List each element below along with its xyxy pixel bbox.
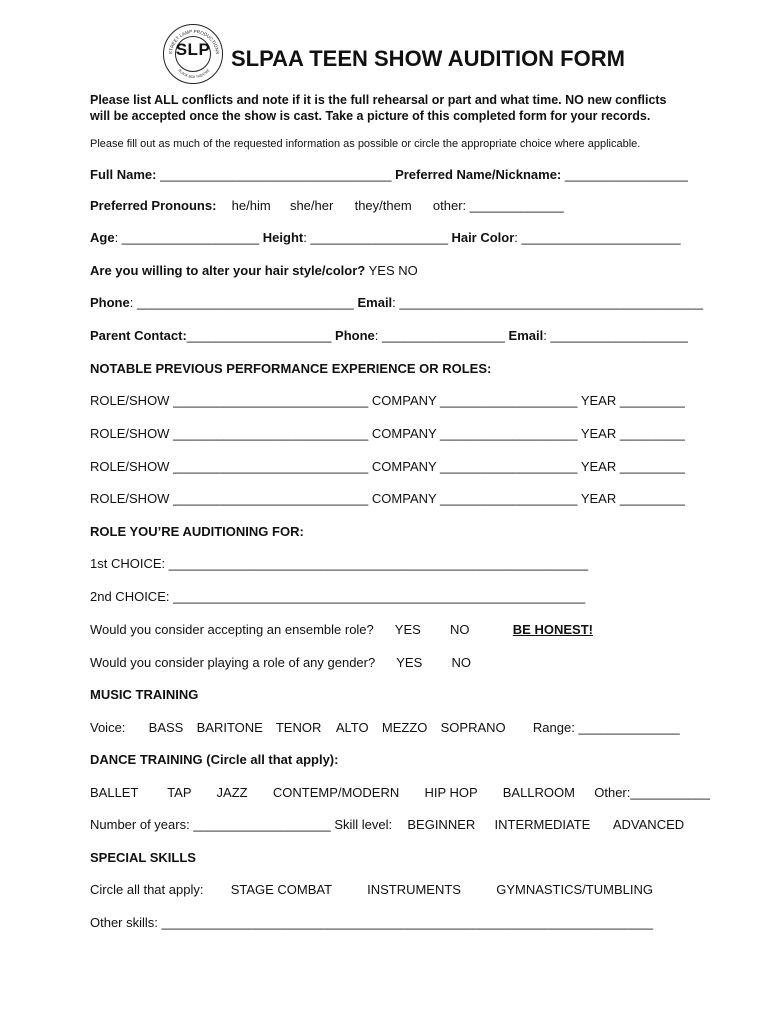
age-label: Age [90, 230, 115, 245]
ensemble-row [90, 622, 593, 637]
gender-yes[interactable]: YES [396, 655, 423, 670]
skill-option[interactable]: INTERMEDIATE [494, 817, 591, 832]
voice-option[interactable]: MEZZO [381, 720, 428, 735]
phone-email-row [90, 295, 703, 310]
age-field[interactable]: : ___________________ [114, 230, 260, 245]
gender-no[interactable]: NO [451, 655, 472, 670]
form-title: SLPAA TEEN SHOW AUDITION FORM [231, 46, 625, 71]
pronouns-row [90, 198, 564, 213]
phone-label: Phone [90, 295, 130, 310]
dance-option[interactable]: BALLET [90, 785, 139, 800]
slp-logo [163, 24, 223, 84]
skill-option-gymnastics[interactable]: GYMNASTICS/TUMBLING [496, 882, 653, 897]
pronoun-option-she[interactable]: she/her [289, 198, 334, 213]
skill-option[interactable]: BEGINNER [407, 817, 476, 832]
full-name-label: Full Name: [90, 167, 157, 182]
hair-color-field[interactable]: : ______________________ [514, 230, 681, 245]
instructions-note: Please fill out as much of the requested information as possible or circle the appropriate choice where applicable. [90, 138, 641, 150]
nickname-label: Preferred Name/Nickname: [395, 167, 562, 182]
email-label: Email [357, 295, 393, 310]
experience-row [90, 426, 685, 441]
experience-row [90, 393, 685, 408]
skill-option-instruments[interactable]: INSTRUMENTS [367, 882, 461, 897]
experience-heading: NOTABLE PREVIOUS PERFORMANCE EXPERIENCE OR ROLES: [90, 361, 492, 376]
voice-option[interactable]: ALTO [335, 720, 369, 735]
years-field[interactable]: Number of years: ___________________ [90, 817, 331, 832]
intro-line-2: will be accepted once the show is cast. Take a picture of this completed form for your records. [90, 109, 651, 123]
hair-color-label: Hair Color [451, 230, 515, 245]
parent-contact-field[interactable]: ____________________ [186, 328, 332, 343]
year-field[interactable]: YEAR _________ [580, 393, 685, 408]
gender-row [90, 655, 471, 670]
gender-question: Would you consider playing a role of any gender? [90, 655, 376, 670]
email-field[interactable]: : __________________________________________ [392, 295, 704, 310]
skill-option[interactable]: ADVANCED [612, 817, 685, 832]
music-heading: MUSIC TRAINING [90, 687, 199, 702]
full-name-row [90, 167, 688, 182]
dance-option[interactable]: TAP [167, 785, 192, 800]
full-name-field[interactable]: ________________________________ [160, 167, 392, 182]
voice-option[interactable]: TENOR [275, 720, 322, 735]
phone-field[interactable]: : ______________________________ [129, 295, 354, 310]
role-show-field[interactable]: ROLE/SHOW ___________________________ [90, 426, 369, 441]
hair-alter-no[interactable]: NO [398, 263, 418, 278]
pronoun-other-field[interactable]: other: _____________ [432, 198, 564, 213]
intro-paragraph [90, 92, 667, 124]
role-show-field[interactable]: ROLE/SHOW ___________________________ [90, 491, 369, 506]
pronoun-option-he[interactable]: he/him [231, 198, 271, 213]
dance-option[interactable]: BALLROOM [502, 785, 575, 800]
parent-email-label: Email [508, 328, 544, 343]
pronouns-label: Preferred Pronouns: [90, 198, 217, 213]
parent-phone-field[interactable]: : _________________ [374, 328, 505, 343]
company-field[interactable]: COMPANY ___________________ [371, 393, 578, 408]
hair-alter-yes[interactable]: YES [368, 263, 395, 278]
dance-option[interactable]: CONTEMP/MODERN [272, 785, 400, 800]
parent-contact-label: Parent Contact: [90, 328, 187, 343]
logo-text: SLP [175, 40, 211, 59]
nickname-field[interactable]: _________________ [564, 167, 688, 182]
second-choice-field[interactable]: 2nd CHOICE: _________________________________________________________ [90, 589, 586, 604]
dance-option[interactable]: HIP HOP [424, 785, 478, 800]
parent-phone-label: Phone [335, 328, 375, 343]
experience-row [90, 491, 685, 506]
year-field[interactable]: YEAR _________ [580, 426, 685, 441]
first-choice-field[interactable]: 1st CHOICE: __________________________________________________________ [90, 556, 589, 571]
voice-label: Voice: [90, 720, 126, 735]
hair-alter-question: Are you willing to alter your hair style/color? [90, 263, 366, 278]
voice-option[interactable]: BARITONE [196, 720, 263, 735]
role-show-field[interactable]: ROLE/SHOW ___________________________ [90, 459, 369, 474]
special-skills-row [90, 882, 653, 897]
height-field[interactable]: : ___________________ [303, 230, 448, 245]
role-show-field[interactable]: ROLE/SHOW ___________________________ [90, 393, 369, 408]
company-field[interactable]: COMPANY ___________________ [371, 459, 578, 474]
ensemble-no[interactable]: NO [450, 622, 470, 637]
role-heading: ROLE YOU’RE AUDITIONING FOR: [90, 524, 304, 539]
other-skills-field[interactable]: Other skills: ____________________________________________________________________ [90, 915, 654, 930]
ensemble-yes[interactable]: YES [394, 622, 421, 637]
dance-styles-row [90, 785, 710, 800]
dance-option[interactable]: JAZZ [216, 785, 248, 800]
voice-option[interactable]: SOPRANO [440, 720, 506, 735]
be-honest-note: BE HONEST! [512, 622, 593, 637]
hair-alter-row [90, 263, 418, 278]
pronoun-option-they[interactable]: they/them [354, 198, 412, 213]
skills-heading: SPECIAL SKILLS [90, 850, 196, 865]
voice-option[interactable]: BASS [148, 720, 184, 735]
parent-contact-row [90, 328, 688, 343]
height-label: Height [262, 230, 304, 245]
dance-other-field[interactable]: Other:___________ [594, 785, 710, 800]
range-field[interactable]: Range: ______________ [532, 720, 680, 735]
logo-ring-top: STREET LAMP PRODUCTIONS [167, 28, 221, 55]
circle-label: Circle all that apply: [90, 882, 204, 897]
voice-row [90, 720, 680, 735]
intro-line-1: Please list ALL conflicts and note if it is the full rehearsal or part and what time. NO new conflicts [90, 93, 667, 107]
company-field[interactable]: COMPANY ___________________ [371, 426, 578, 441]
year-field[interactable]: YEAR _________ [580, 491, 685, 506]
dance-heading: DANCE TRAINING (Circle all that apply): [90, 752, 339, 767]
years-skill-row [90, 817, 684, 832]
skill-option-stage-combat[interactable]: STAGE COMBAT [230, 882, 332, 897]
parent-email-field[interactable]: : ___________________ [543, 328, 688, 343]
year-field[interactable]: YEAR _________ [580, 459, 685, 474]
logo-ring-bottom: BLACK BOX THEATRE [177, 68, 211, 80]
company-field[interactable]: COMPANY ___________________ [371, 491, 578, 506]
skill-level-label: Skill level: [334, 817, 393, 832]
ensemble-question: Would you consider accepting an ensemble role? [90, 622, 374, 637]
experience-row [90, 459, 685, 474]
age-height-hair-row [90, 230, 681, 245]
